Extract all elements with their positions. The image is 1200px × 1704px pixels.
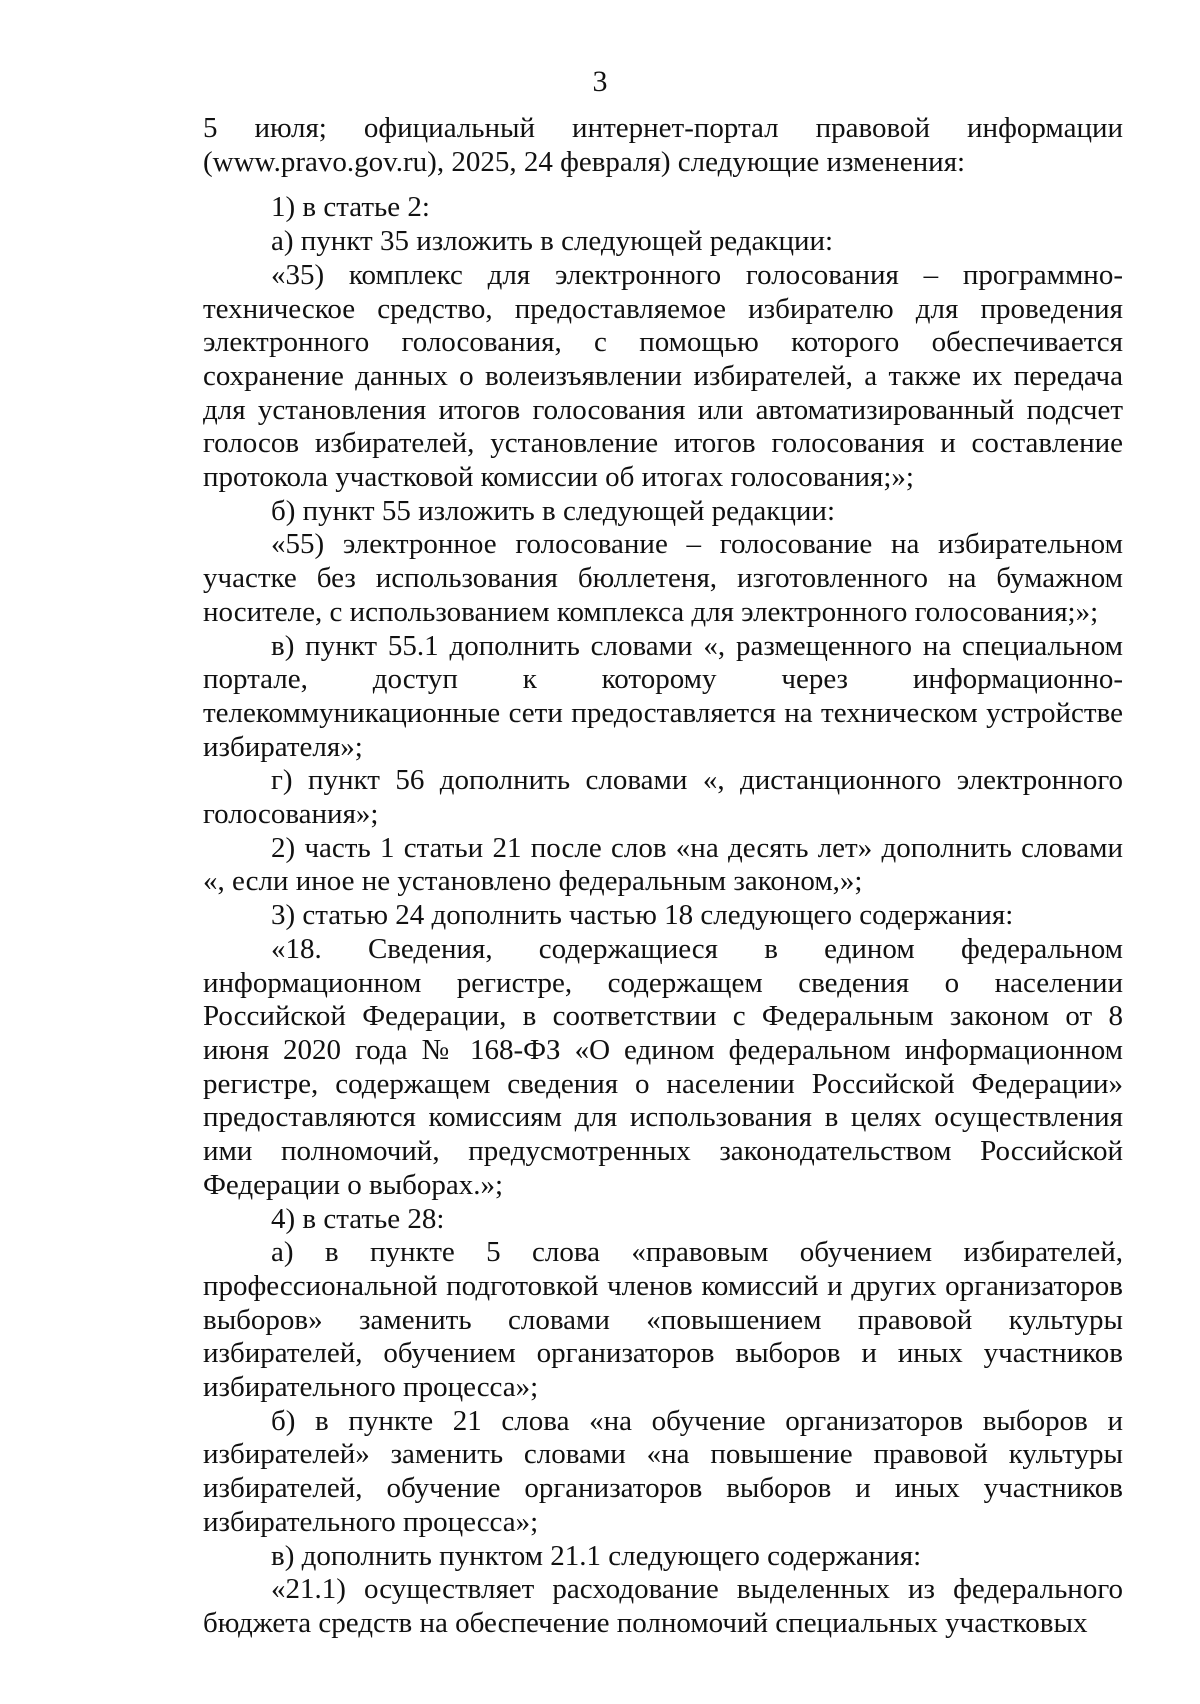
- paragraph-item-1: 1) в статье 2:: [271, 191, 430, 224]
- paragraph-item-4v: в) дополнить пунктом 21.1 следующего содержания:: [271, 1539, 922, 1572]
- page-number: 3: [592, 65, 608, 98]
- paragraph-item-1a: а) пункт 35 изложить в следующей редакции:: [271, 225, 834, 258]
- paragraph-quote-18: «18. Сведения, содержащиеся в едином федеральном информационном регистре, содержащем сведения о населении Российской Федерации, в соответствии с Федеральным законом от 8 июня 2020 года № 168-ФЗ «О едином федеральном информационном регистре, содержащем сведения о населении Российской Федерации» предоставляются комиссиям для использования в целях осуществления ими полномочий, предусмотренных законодательством Российской Федерации о выборах.»;: [203, 932, 1123, 1201]
- paragraph-item-1b: б) пункт 55 изложить в следующей редакции:: [271, 494, 835, 527]
- document-body: [203, 112, 1123, 1641]
- paragraph-quote-35: «35) комплекс для электронного голосования – программно-техническое средство, предоставляемое избирателю для проведения электронного голосования, с помощью которого обеспечивается сохранение данных о волеизъявлении избирателей, а также их передача для установления итогов голосования или автоматизированный подсчет голосов избирателей, установление итогов голосования и составление протокола участковой комиссии об итогах голосования;»;: [203, 258, 1123, 494]
- paragraph-quote-21-1: «21.1) осуществляет расходование выделенных из федерального бюджета средств на обеспечение полномочий специальных участковых: [203, 1573, 1123, 1639]
- paragraph-item-1g: г) пункт 56 дополнить словами «, дистанционного электронного голосования»;: [203, 764, 1123, 831]
- paragraph-item-3: 3) статью 24 дополнить частью 18 следующего содержания:: [271, 899, 1014, 932]
- paragraph-item-1v: в) пункт 55.1 дополнить словами «, размещенного на специальном портале, доступ к которому через информационно-телекоммуникационные сети предоставляется на техническом устройстве избирателя»;: [203, 629, 1123, 763]
- paragraph-intro-continuation: 5 июля; официальный интернет-портал правовой информации (www.pravo.gov.ru), 2025, 24 февраля) следующие изменения:: [203, 112, 1123, 178]
- paragraph-item-4a: а) в пункте 5 слова «правовым обучением избирателей, профессиональной подготовкой членов комиссий и других организаторов выборов» заменить словами «повышением правовой культуры избирателей, обучением организаторов выборов и иных участников избирательного процесса»;: [203, 1236, 1123, 1404]
- paragraph-item-4: 4) в статье 28:: [271, 1202, 445, 1235]
- paragraph-item-2: 2) часть 1 статьи 21 после слов «на десять лет» дополнить словами «, если иное не установлено федеральным законом,»;: [203, 831, 1123, 898]
- paragraph-quote-55: «55) электронное голосование – голосование на избирательном участке без использования бюллетеня, изготовленного на бумажном носителе, с использованием комплекса для электронного голосования;»;: [203, 528, 1123, 628]
- paragraph-item-4b: б) в пункте 21 слова «на обучение организаторов выборов и избирателей» заменить словами «на повышение правовой культуры избирателей, обучение организаторов выборов и иных участников избирательного процесса»;: [203, 1404, 1123, 1538]
